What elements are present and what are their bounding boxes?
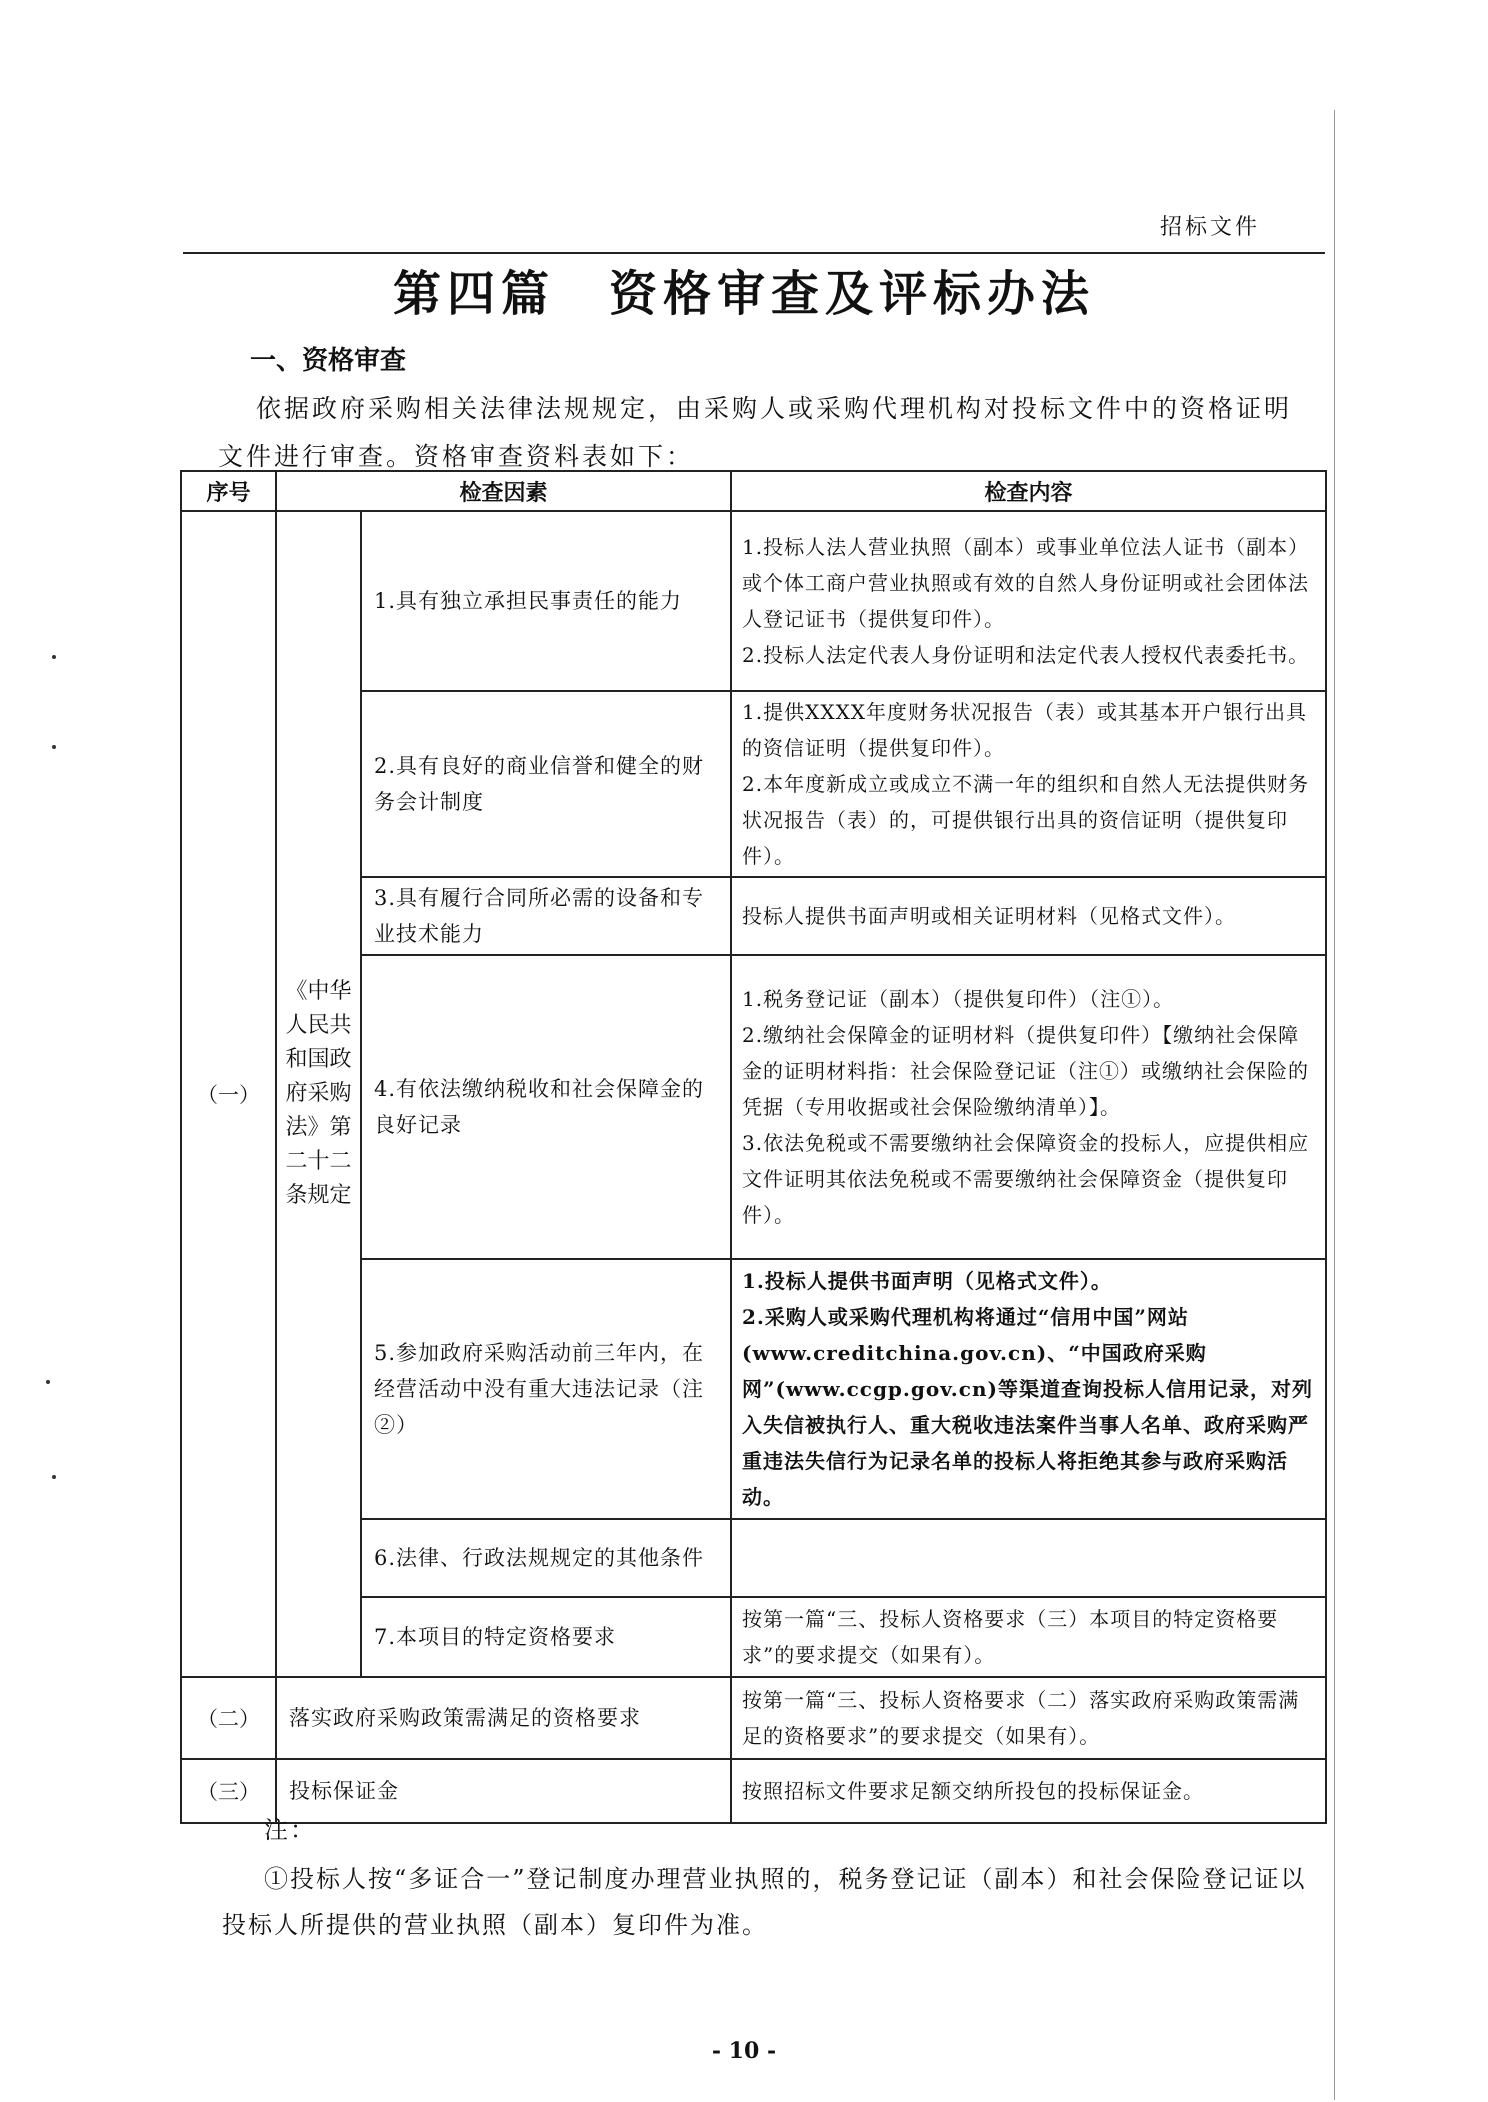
scan-speck	[52, 745, 56, 749]
group1-seq: （一）	[181, 511, 276, 1677]
content-cell	[731, 1597, 1326, 1677]
factor-cell: 6.法律、行政法规规定的其他条件	[361, 1519, 731, 1597]
page-title: 第四篇 资格审查及评标办法	[392, 266, 1095, 322]
group3-seq: （三）	[181, 1759, 276, 1823]
scan-edge-line	[1334, 110, 1335, 2100]
content-line: 2.采购人或采购代理机构将通过“信用中国”网站(www.creditchina.gov.cn)、“中国政府采购网”(www.ccgp.gov.cn)等渠道查询投标人信用记录，对列入失信被执行人、重大税收违法案件当事人名单、政府采购严重违法失信行为记录名单的投标人将拒绝其参与政府采购活动。	[742, 1305, 1313, 1509]
content-line: 1.税务登记证（副本）（提供复印件）（注①）。	[742, 987, 1175, 1011]
scan-speck	[52, 1475, 56, 1479]
intro-paragraph: 依据政府采购相关法律法规规定，由采购人或采购代理机构对投标文件中的资格证明文件进行审查。资格审查资料表如下：	[218, 394, 1293, 471]
header-rule	[183, 252, 1325, 254]
factor-cell: 2.具有良好的商业信誉和健全的财务会计制度	[361, 691, 731, 877]
scan-speck	[52, 655, 56, 659]
group2-content: 按第一篇“三、投标人资格要求（二）落实政府采购政策需满足的资格要求”的要求提交（如果有）。	[731, 1677, 1326, 1759]
group3-content: 按照招标文件要求足额交纳所投包的投标保证金。	[731, 1759, 1326, 1823]
content-line: 按第一篇“三、投标人资格要求（三）本项目的特定资格要求”的要求提交（如果有）。	[742, 1607, 1279, 1667]
content-cell	[731, 1259, 1326, 1519]
note-1: ①投标人按“多证合一”登记制度办理营业执照的，税务登记证（副本）和社会保险登记证以投标人所提供的营业执照（副本）复印件为准。	[222, 1865, 1307, 1939]
content-cell	[731, 691, 1326, 877]
table-row	[181, 511, 1326, 691]
table-header-row	[181, 471, 1326, 511]
group2-factor: 落实政府采购政策需满足的资格要求	[276, 1677, 731, 1759]
factor-cell: 1.具有独立承担民事责任的能力	[361, 511, 731, 691]
content-line: 1.投标人提供书面声明（见格式文件）。	[742, 1269, 1112, 1293]
content-line: 1.提供XXXX年度财务状况报告（表）或其基本开户银行出具的资信证明（提供复印件）。	[742, 700, 1308, 760]
group3-factor: 投标保证金	[276, 1759, 731, 1823]
content-line: 2.投标人法定代表人身份证明和法定代表人授权代表委托书。	[742, 643, 1310, 667]
header-factor: 检查因素	[276, 471, 731, 511]
notes-section	[222, 1810, 1322, 1948]
document-header-label: 招标文件	[1160, 215, 1261, 240]
content-line: 1.投标人法人营业执照（副本）或事业单位法人证书（副本）或个体工商户营业执照或有效的自然人身份证明或社会团体法人登记证书（提供复印件）。	[742, 535, 1310, 631]
group2-seq: （二）	[181, 1677, 276, 1759]
factor-cell: 5.参加政府采购活动前三年内，在经营活动中没有重大违法记录（注②）	[361, 1259, 731, 1519]
page-number: - 10 -	[711, 2038, 777, 2064]
header-content: 检查内容	[731, 471, 1326, 511]
table-row	[181, 1677, 1326, 1759]
content-cell	[731, 955, 1326, 1259]
qualification-review-table	[180, 470, 1327, 1824]
content-line: 投标人提供书面声明或相关证明材料（见格式文件）。	[742, 904, 1237, 928]
content-line: 2.缴纳社会保障金的证明材料（提供复印件）【缴纳社会保障金的证明材料指：社会保险登记证（注①）或缴纳社会保险的凭据（专用收据或社会保险缴纳清单）】。	[742, 1023, 1310, 1119]
content-line: 3.依法免税或不需要缴纳社会保障资金的投标人，应提供相应文件证明其依法免税或不需要缴纳社会保障资金（提供复印件）。	[742, 1131, 1310, 1227]
section-heading: 一、资格审查	[250, 346, 407, 376]
content-cell	[731, 877, 1326, 955]
factor-cell: 4.有依法缴纳税收和社会保障金的良好记录	[361, 955, 731, 1259]
factor-cell: 7.本项目的特定资格要求	[361, 1597, 731, 1677]
content-cell-empty	[731, 1519, 1326, 1597]
group1-legal-basis: 《中华人民共和国政府采购法》第二十二条规定	[276, 511, 361, 1677]
content-cell	[731, 511, 1326, 691]
factor-cell: 3.具有履行合同所必需的设备和专业技术能力	[361, 877, 731, 955]
notes-heading: 注：	[264, 1816, 316, 1844]
content-line: 2.本年度新成立或成立不满一年的组织和自然人无法提供财务状况报告（表）的，可提供银行出具的资信证明（提供复印件）。	[742, 772, 1310, 868]
header-seq: 序号	[181, 471, 276, 511]
scan-speck	[46, 1380, 50, 1384]
